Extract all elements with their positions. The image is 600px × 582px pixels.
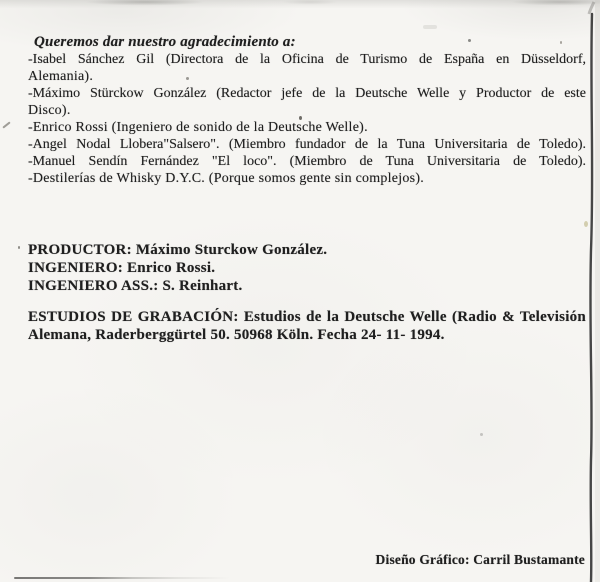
acknowledgement-line: -Destilerías de Whisky D.Y.C. (Porque somos gente sin complejos). xyxy=(28,171,425,186)
studio-section xyxy=(28,308,586,344)
acknowledgement-line: -Isabel Sánchez Gil (Directora de la Oficina de Turismo de España en Düsseldorf, xyxy=(28,52,586,67)
assistant-engineer-credit: INGENIERO ASS.: S. Reinhart. xyxy=(28,278,243,294)
acknowledgement-line: -Máximo Stürckow González (Redactor jefe de la Deutsche Welle y Productor de este xyxy=(28,86,586,101)
scan-speck xyxy=(423,25,437,29)
engineer-credit: INGENIERO: Enrico Rossi. xyxy=(28,260,216,276)
studio-line: Alemana, Raderberggürtel 50. 50968 Köln. Fecha 24- 11- 1994. xyxy=(28,327,445,343)
scan-speck xyxy=(480,433,483,436)
acknowledgement-line: Disco). xyxy=(28,103,71,118)
acknowledgement-line: -Manuel Sendín Fernández "El loco". (Miembro de Tuna Universitaria de Toledo). xyxy=(28,154,586,169)
scan-speck xyxy=(186,77,189,80)
scan-page-edge-line xyxy=(584,0,600,582)
scan-speck xyxy=(560,41,562,44)
acknowledgement-line: -Enrico Rossi (Ingeniero de sonido de la Deutsche Welle). xyxy=(28,120,368,135)
scan-speck xyxy=(468,39,471,42)
scan-bottom-shadow-line xyxy=(14,577,230,579)
scan-speck xyxy=(299,116,302,120)
scan-speck xyxy=(18,246,20,249)
acknowledgements-heading: Queremos dar nuestro agradecimiento a: xyxy=(34,34,296,50)
studio-line: ESTUDIOS DE GRABACIÓN: Estudios de la Deutsche Welle (Radio & Televisión xyxy=(28,309,586,325)
acknowledgement-line: -Angel Nodal Llobera"Salsero". (Miembro fundador de la Tuna Universitaria de Toledo). xyxy=(28,137,586,152)
design-credit: Diseño Gráfico: Carril Bustamante xyxy=(375,552,585,567)
credits-section xyxy=(28,241,586,295)
producer-credit: PRODUCTOR: Máximo Sturckow González. xyxy=(28,242,328,258)
acknowledgements-section xyxy=(28,34,586,187)
acknowledgement-line: Alemania). xyxy=(28,69,94,84)
scan-speck xyxy=(584,221,588,227)
